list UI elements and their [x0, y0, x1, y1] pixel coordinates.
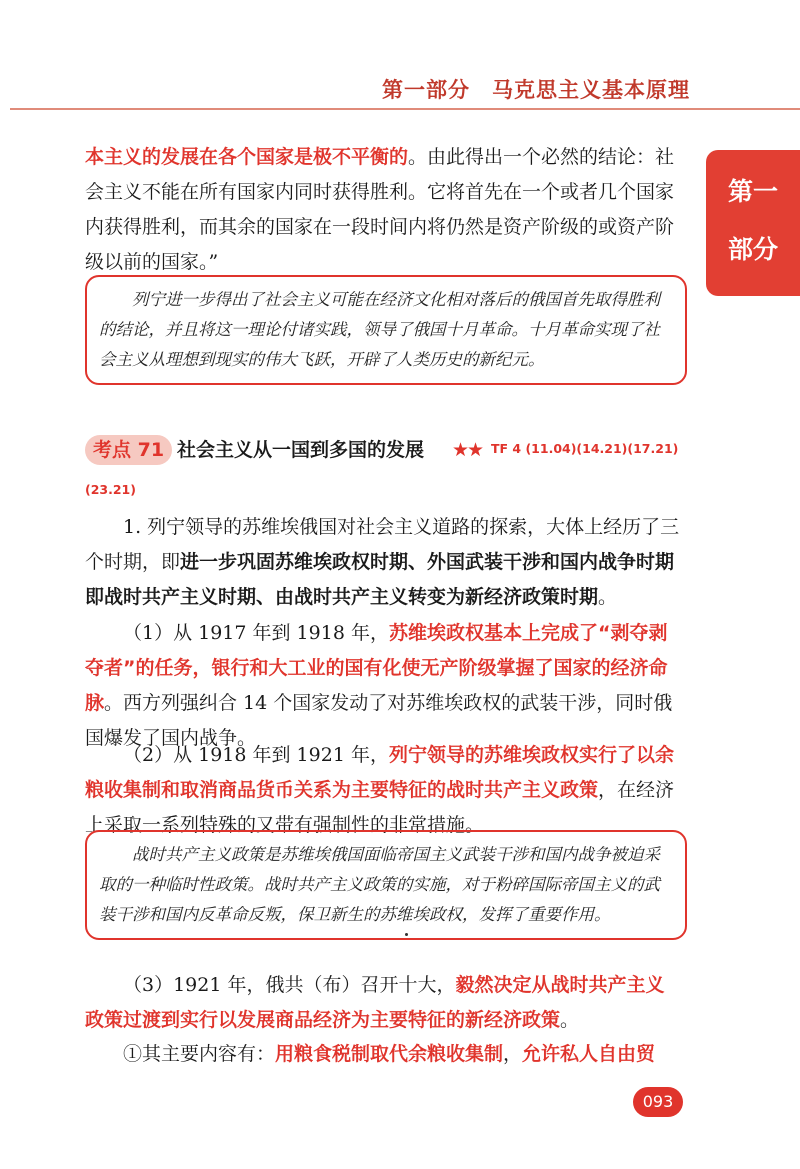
paragraph-4	[85, 968, 683, 1038]
note-text: 战时共产主义政策是苏维埃俄国面临帝国主义武装干涉和国内战争被迫采取的一种临时性政策。战时共产主义政策的实施，对于粉碎国际帝国主义的武装干涉和国内反革命反叛，保卫新生的苏维埃政权，发挥了重要作用。	[99, 845, 660, 924]
item-prefix: （1）从 1917 年到 1918 年，	[123, 622, 389, 644]
side-tab-line2: 部分	[727, 235, 778, 264]
note-box-2	[85, 830, 687, 940]
side-tab-line1: 第一	[727, 177, 778, 206]
highlight-text: 苏维埃政权基本上完成了“剥夺剥夺者”的任务，银行和大工业的国有化使无产阶级掌握了国家的经济命脉	[85, 622, 668, 714]
header-title: 第一部分 马克思主义基本原理	[382, 78, 690, 102]
body-text: 。	[560, 1009, 580, 1031]
highlight-text: 毅然决定从战时共产主义政策过渡到实行以发展商品经济为主要特征的新经济政策	[85, 974, 665, 1031]
topic-badge: 考点 71	[85, 435, 172, 465]
topic-title: 社会主义从一国到多国的发展	[177, 439, 425, 461]
body-text: 。	[598, 586, 618, 608]
header-divider	[10, 108, 800, 110]
page-number: 093	[633, 1087, 683, 1117]
body-text: 。西方列强纠合 14 个国家发动了对苏维埃政权的武装干涉，同时俄国爆发了国内战争。	[85, 692, 673, 749]
paragraph-5	[85, 1037, 683, 1072]
item-prefix: （2）从 1918 年到 1921 年，	[123, 744, 389, 766]
paragraph-2	[85, 616, 683, 756]
note-text: 列宁进一步得出了社会主义可能在经济文化相对落后的俄国首先取得胜利的结论，并且将这一理论付诸实践，领导了俄国十月革命。十月革命实现了社会主义从理想到现实的伟大飞跃，开辟了人类历史的新纪元。	[99, 290, 660, 369]
note-box-1	[85, 275, 687, 385]
highlight-text: 允许私人自由贸	[522, 1043, 656, 1065]
bold-text: 进一步巩固苏维埃政权时期、外国武装干涉和国内战争时期即战时共产主义时期、由战时共产主义转变为新经济政策时期	[85, 551, 675, 608]
page-header	[0, 60, 800, 110]
highlight-text: 用粮食税制取代余粮收集制	[275, 1043, 504, 1065]
body-text: 1. 列宁领导的苏维埃俄国对社会主义道路的探索，大体上经历了三个时期，即	[85, 516, 680, 573]
item-prefix: ①其主要内容有：	[123, 1043, 276, 1065]
exam-frequency-cont: (23.21)	[85, 482, 136, 497]
highlight-text: 本主义的发展在各个国家是极不平衡的	[85, 146, 409, 168]
exam-frequency: TF 4 (11.04)(14.21)(17.21)	[491, 441, 679, 456]
highlight-text: 列宁领导的苏维埃政权实行了以余粮收集制和取消商品货币关系为主要特征的战时共产主义政策	[85, 744, 674, 801]
body-text: ，在经济上采取一系列特殊的又带有强制性的非常措施。	[85, 779, 675, 836]
paragraph-1	[85, 510, 683, 615]
paragraph-top	[85, 140, 683, 280]
topic-heading	[85, 433, 725, 469]
importance-stars-icon: ★★	[452, 439, 483, 461]
section-side-tab	[706, 150, 800, 296]
paragraph-3	[85, 738, 683, 843]
stray-dot	[405, 933, 408, 936]
item-prefix: （3）1921 年，俄共（布）召开十大，	[123, 974, 456, 996]
body-text: ，	[503, 1043, 523, 1065]
body-text: 。由此得出一个必然的结论：社会主义不能在所有国家内同时获得胜利。它将首先在一个或者几个国家内获得胜利，而其余的国家在一段时间内将仍然是资产阶级的或资产阶级以前的国家。”	[85, 146, 675, 273]
